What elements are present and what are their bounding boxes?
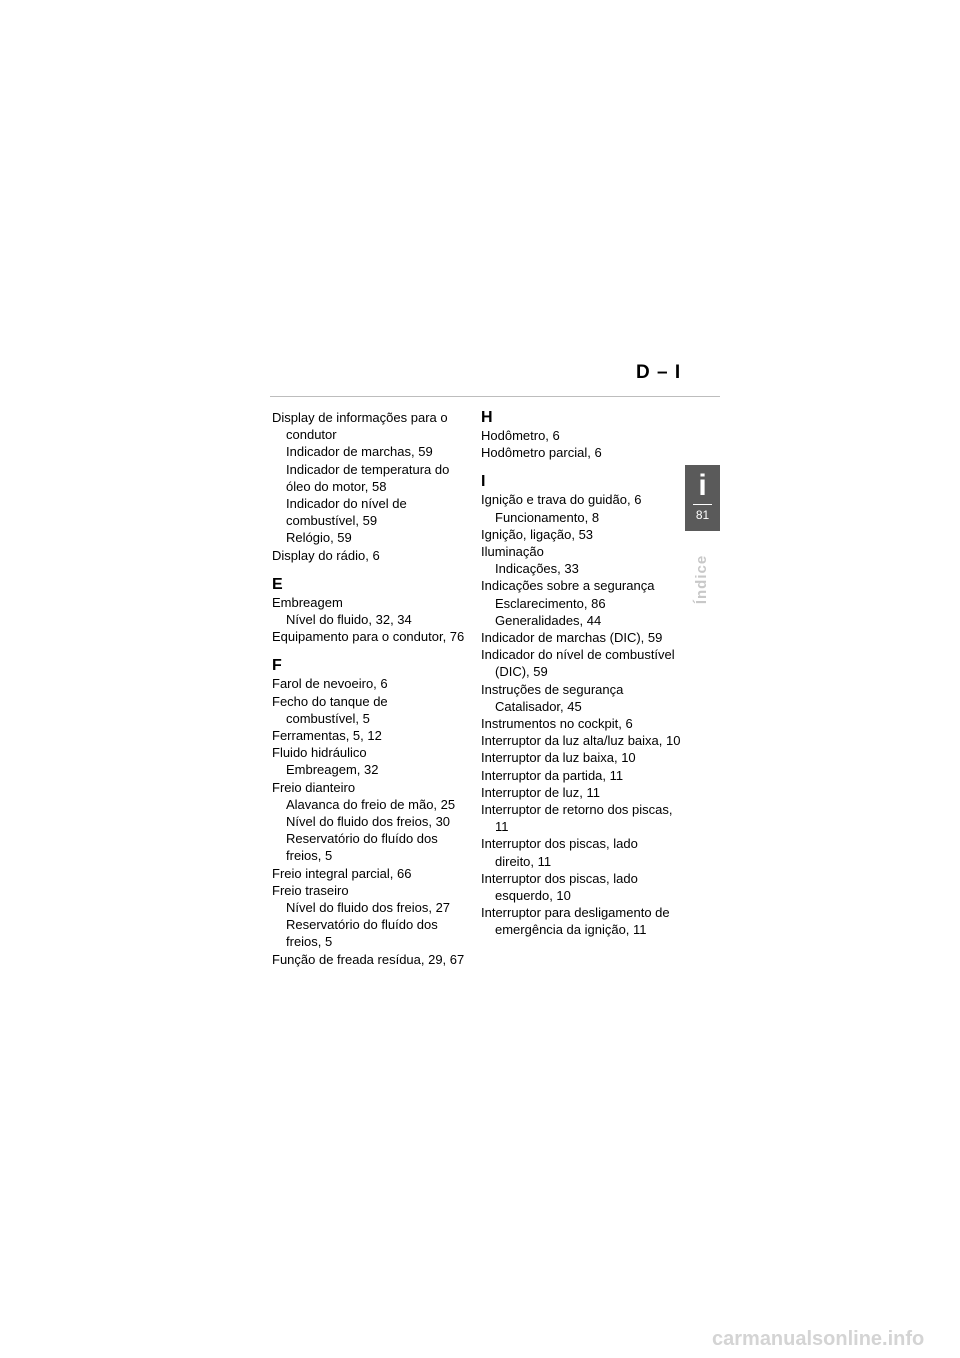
page-number: 81 xyxy=(695,508,710,522)
index-subentry[interactable]: direito, 11 xyxy=(495,853,552,869)
index-subentry[interactable]: Generalidades, 44 xyxy=(495,612,602,628)
index-subentry[interactable]: Relógio, 59 xyxy=(286,530,352,546)
index-entry[interactable]: Ferramentas, 5, 12 xyxy=(272,728,382,744)
index-subentry[interactable]: (DIC), 59 xyxy=(495,664,548,680)
index-subentry[interactable]: Funcionamento, 8 xyxy=(495,509,600,525)
index-entry[interactable]: Hodômetro parcial, 6 xyxy=(481,445,602,461)
index-entry[interactable]: Ignição, ligação, 53 xyxy=(481,526,594,542)
index-subentry[interactable]: freios, 5 xyxy=(286,848,333,864)
index-letter-heading: H xyxy=(481,409,493,426)
index-subentry[interactable]: combustível, 5 xyxy=(286,710,370,726)
watermark: carmanualsonline.info xyxy=(712,1328,925,1350)
index-letter-heading: F xyxy=(272,657,282,675)
index-entry[interactable]: Hodômetro, 6 xyxy=(481,428,560,443)
index-entry[interactable]: Interruptor da luz baixa, 10 xyxy=(481,750,636,766)
section-gap xyxy=(272,564,477,576)
index-entry[interactable]: Interruptor dos piscas, lado xyxy=(481,836,638,852)
index-subentry[interactable]: combustível, 59 xyxy=(286,513,378,529)
index-subentry[interactable]: Reservatório do fluído dos xyxy=(286,831,438,847)
index-subentry[interactable]: Indicador de temperatura do xyxy=(286,461,450,477)
index-entry[interactable]: Instrumentos no cockpit, 6 xyxy=(481,716,633,732)
index-entry[interactable]: Fecho do tanque de xyxy=(272,693,388,709)
index-letter-heading: I xyxy=(481,473,486,491)
index-entry[interactable]: Instruções de segurança xyxy=(481,681,624,697)
index-entry[interactable]: Interruptor de retorno dos piscas, xyxy=(481,802,673,818)
index-subentry[interactable]: Nível do fluido dos freios, 30 xyxy=(286,814,451,830)
index-subentry[interactable]: freios, 5 xyxy=(286,934,333,950)
index-entry[interactable]: Equipamento para o condutor, 76 xyxy=(272,629,465,645)
index-column-right xyxy=(481,409,696,939)
index-entry[interactable]: Interruptor de luz, 11 xyxy=(481,784,600,800)
index-entry[interactable]: Farol de nevoeiro, 6 xyxy=(272,676,388,692)
index-subentry[interactable]: esquerdo, 10 xyxy=(495,888,571,904)
index-entry[interactable]: Indicador de marchas (DIC), 59 xyxy=(481,630,663,646)
index-entry[interactable]: Freio dianteiro xyxy=(272,779,356,795)
index-entry[interactable]: Ignição e trava do guidão, 6 xyxy=(481,492,642,508)
index-subentry[interactable]: Catalisador, 45 xyxy=(495,698,582,714)
index-subentry[interactable]: Alavanca do freio de mão, 25 xyxy=(286,796,456,812)
section-tab[interactable] xyxy=(685,465,720,531)
index-subentry[interactable]: Reservatório do fluído dos xyxy=(286,917,438,933)
index-entry[interactable]: Função de freada resídua, 29, 67 xyxy=(272,951,465,967)
index-entry[interactable]: Interruptor da partida, 11 xyxy=(481,767,624,783)
index-entry[interactable]: Indicações sobre a segurança xyxy=(481,578,655,594)
tab-divider xyxy=(693,504,712,505)
index-subentry[interactable]: Nível do fluido, 32, 34 xyxy=(286,612,412,628)
index-subentry[interactable]: Indicador de marchas, 59 xyxy=(286,444,433,460)
index-column-left xyxy=(272,409,477,968)
index-entry[interactable]: Fluido hidráulico xyxy=(272,745,367,761)
index-entry[interactable]: Interruptor para desligamento de xyxy=(481,905,670,921)
index-entry[interactable]: Iluminação xyxy=(481,544,544,560)
index-entry[interactable]: Interruptor dos piscas, lado xyxy=(481,870,638,886)
index-subentry[interactable]: Esclarecimento, 86 xyxy=(495,595,606,611)
section-label-text: Índice xyxy=(693,554,711,604)
index-entry[interactable]: Interruptor da luz alta/luz baixa, 10 xyxy=(481,733,681,749)
index-subentry[interactable]: Nível do fluido dos freios, 27 xyxy=(286,900,451,916)
index-letter-heading: E xyxy=(272,575,283,593)
index-subentry[interactable]: condutor xyxy=(286,427,337,443)
index-subentry[interactable]: óleo do motor, 58 xyxy=(286,478,387,494)
info-icon: i xyxy=(698,469,707,502)
section-gap xyxy=(481,461,696,473)
page-title: D – I xyxy=(636,362,682,383)
index-subentry[interactable]: Embreagem, 32 xyxy=(286,762,379,778)
section-label xyxy=(676,553,728,605)
index-subentry[interactable]: emergência da ignição, 11 xyxy=(495,922,647,938)
header-divider xyxy=(270,396,720,397)
index-subentry[interactable]: Indicações, 33 xyxy=(495,561,579,577)
index-subentry[interactable]: 11 xyxy=(495,819,509,835)
section-gap xyxy=(272,645,477,657)
index-entry[interactable]: Indicador do nível de combustível xyxy=(481,647,675,663)
index-subentry[interactable]: Indicador do nível de xyxy=(286,496,407,512)
index-entry[interactable]: Freio integral parcial, 66 xyxy=(272,865,412,881)
index-entry[interactable]: Display do rádio, 6 xyxy=(272,547,380,563)
index-entry[interactable]: Freio traseiro xyxy=(272,882,349,898)
index-entry[interactable]: Embreagem xyxy=(272,594,343,610)
index-entry[interactable]: Display de informações para o xyxy=(272,410,448,425)
